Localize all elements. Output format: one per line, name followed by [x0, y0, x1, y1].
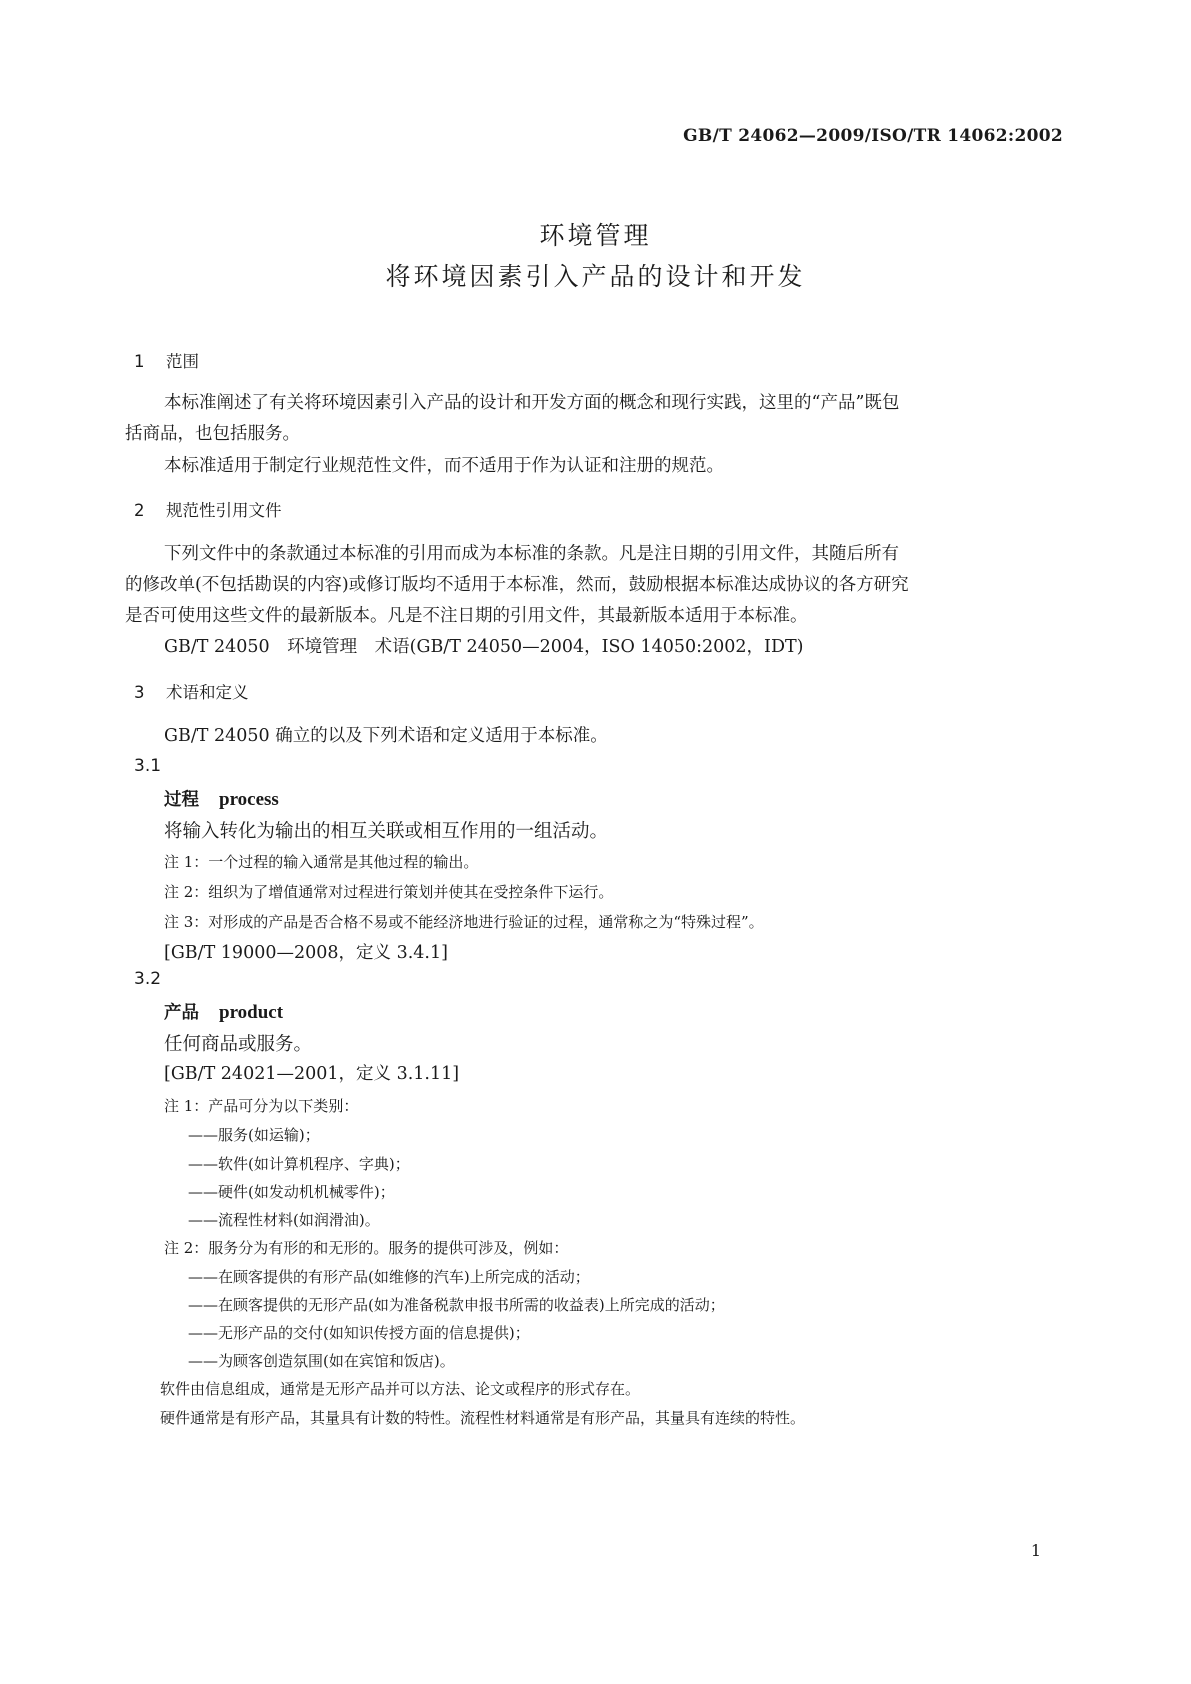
- term-product: [164, 999, 283, 1024]
- section-3-intro: GB/T 24050 确立的以及下列术语和定义适用于本标准。: [164, 726, 608, 746]
- product-note-2: 注 2：服务分为有形的和无形的。服务的提供可涉及，例如：: [164, 1239, 569, 1257]
- section-3-number: 3: [134, 683, 145, 702]
- normative-reference: GB/T 24050 环境管理 术语(GB/T 24050—2004，ISO 14050:2002，IDT): [164, 637, 804, 657]
- section-1-para-2: 本标准适用于制定行业规范性文件，而不适用于作为认证和注册的规范。: [164, 456, 724, 476]
- product-note-1-item: ——软件(如计算机程序、字典)；: [188, 1155, 410, 1173]
- product-note-1-item: ——流程性材料(如润滑油)。: [188, 1211, 380, 1229]
- section-1-para-1-line-1: 本标准阐述了有关将环境因素引入产品的设计和开发方面的概念和现行实践，这里的“产品”既包: [164, 393, 900, 413]
- section-2-heading: [134, 497, 282, 521]
- product-note-2-item: ——在顾客提供的无形产品(如为准备税款申报书所需的收益表)上所完成的活动；: [188, 1296, 725, 1314]
- section-2-para-line-3: 是否可使用这些文件的最新版本。凡是不注日期的引用文件，其最新版本适用于本标准。: [125, 606, 808, 626]
- section-3-heading: [134, 679, 249, 703]
- title-line-1: 环境管理: [539, 221, 652, 250]
- product-source: [GB/T 24021—2001，定义 3.1.11]: [164, 1064, 460, 1084]
- section-2-number: 2: [134, 501, 145, 520]
- title-line-2: 将环境因素引入产品的设计和开发: [385, 262, 806, 291]
- page-number: 1: [1030, 1541, 1041, 1560]
- section-1-title: 范围: [166, 352, 199, 371]
- process-note-2: 注 2：组织为了增值通常对过程进行策划并使其在受控条件下运行。: [164, 883, 614, 901]
- section-2-para-line-2: 的修改单(不包括勘误的内容)或修订版均不适用于本标准，然而，鼓励根据本标准达成协议的各方研究: [125, 575, 909, 595]
- term-process: [164, 786, 279, 811]
- product-note-2-item: ——为顾客创造氛围(如在宾馆和饭店)。: [188, 1352, 455, 1370]
- clause-3-2-number: 3.2: [134, 969, 162, 989]
- definition-product: 任何商品或服务。: [164, 1034, 313, 1055]
- section-1-heading: [134, 348, 199, 372]
- section-2-title: 规范性引用文件: [166, 501, 282, 520]
- product-note-1-item: ——硬件(如发动机机械零件)；: [188, 1183, 395, 1201]
- product-note-2-item: ——在顾客提供的有形产品(如维修的汽车)上所完成的活动；: [188, 1268, 590, 1286]
- section-1-number: 1: [134, 352, 145, 371]
- section-3-title: 术语和定义: [166, 683, 249, 702]
- hardware-paragraph: 硬件通常是有形产品，其量具有计数的特性。流程性材料通常是有形产品，其量具有连续的特性。: [160, 1409, 806, 1427]
- section-2-para-line-1: 下列文件中的条款通过本标准的引用而成为本标准的条款。凡是注日期的引用文件，其随后所有: [164, 544, 899, 564]
- clause-3-1-number: 3.1: [134, 756, 162, 776]
- definition-process: 将输入转化为输出的相互关联或相互作用的一组活动。: [164, 821, 609, 842]
- product-note-1: 注 1：产品可分为以下类别：: [164, 1097, 359, 1115]
- term-process-zh: 过程: [164, 790, 199, 810]
- term-product-zh: 产品: [164, 1003, 199, 1023]
- software-paragraph: 软件由信息组成，通常是无形产品并可以方法、论文或程序的形式存在。: [160, 1380, 641, 1398]
- product-note-1-item: ——服务(如运输)；: [188, 1126, 320, 1144]
- process-note-3: 注 3：对形成的产品是否合格不易或不能经济地进行验证的过程，通常称之为“特殊过程”。: [164, 913, 764, 931]
- term-process-en: process: [219, 789, 279, 810]
- product-note-2-item: ——无形产品的交付(如知识传授方面的信息提供)；: [188, 1324, 530, 1342]
- process-note-1: 注 1：一个过程的输入通常是其他过程的输出。: [164, 853, 479, 871]
- section-1-para-1-line-2: 括商品，也包括服务。: [125, 424, 300, 444]
- process-source: [GB/T 19000—2008，定义 3.4.1]: [164, 943, 448, 963]
- term-product-en: product: [219, 1002, 284, 1023]
- document-code-header: GB/T 24062—2009/ISO/TR 14062:2002: [683, 126, 1063, 146]
